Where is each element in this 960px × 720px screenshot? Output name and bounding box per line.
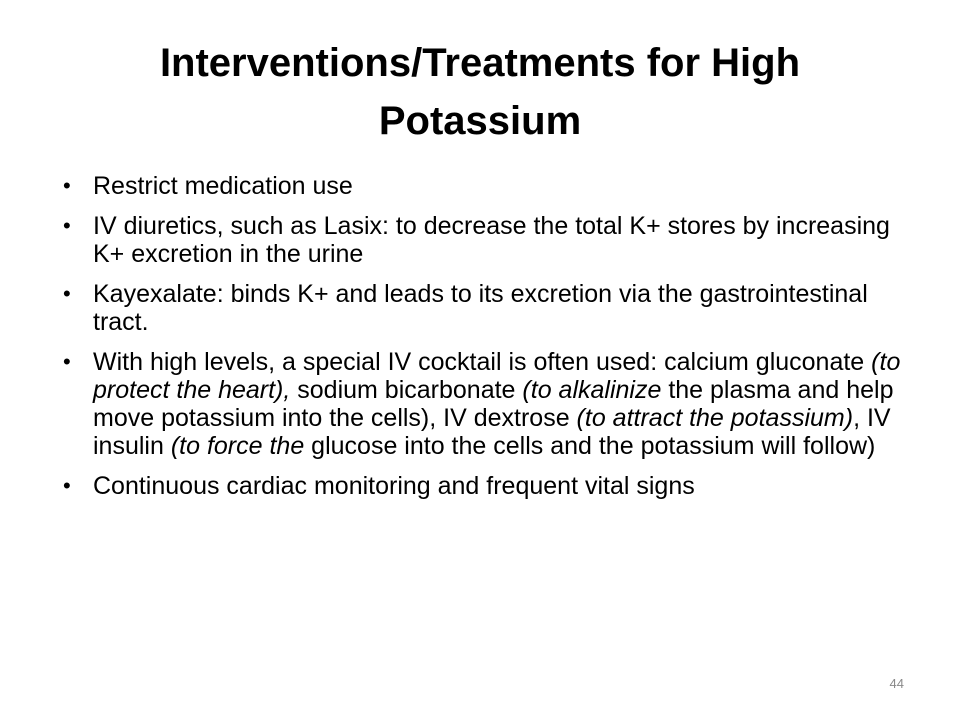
- bullet-text-segment: glucose into the cells and the potassium will follow): [304, 432, 876, 460]
- bullet-icon: •: [63, 349, 71, 374]
- bullet-icon: •: [63, 281, 71, 306]
- bullet-text: Kayexalate: binds K+ and leads to its excretion via the gastrointestinal tract.: [93, 280, 868, 336]
- bullet-text-italic-segment: (to alkalinize: [522, 376, 662, 404]
- bullet-item-restrict-medication: [63, 172, 903, 200]
- bullet-item-iv-cocktail: [63, 348, 903, 460]
- bullet-icon: •: [63, 173, 71, 198]
- bullet-text-segment: sodium bicarbonate: [290, 376, 523, 404]
- bullet-text-segment: With high levels, a special IV cocktail is often used: calcium gluconate: [93, 348, 872, 376]
- bullet-item-iv-diuretics: [63, 212, 903, 268]
- page-number: 44: [889, 676, 904, 691]
- bullet-text: IV diuretics, such as Lasix: to decrease the total K+ stores by increasing K+ excretion in the urine: [93, 212, 890, 268]
- bullet-list: [63, 172, 903, 512]
- bullet-text: Continuous cardiac monitoring and frequent vital signs: [93, 472, 695, 500]
- bullet-text-segment: the plasma and help move potassium into the cells), IV dextrose: [93, 376, 894, 432]
- bullet-icon: •: [63, 213, 71, 238]
- bullet-icon: •: [63, 473, 71, 498]
- bullet-text: Restrict medication use: [93, 172, 353, 200]
- bullet-item-kayexalate: [63, 280, 903, 336]
- slide-title: Interventions/Treatments for High Potassium: [159, 41, 801, 143]
- bullet-item-cardiac-monitoring: [63, 472, 903, 500]
- bullet-text-italic-segment: (to protect the heart),: [93, 348, 901, 404]
- bullet-text-segment: , IV insulin: [93, 404, 891, 460]
- bullet-text-italic-segment: (to force the: [170, 432, 305, 460]
- bullet-text-italic-segment: (to attract the potassium): [576, 404, 854, 432]
